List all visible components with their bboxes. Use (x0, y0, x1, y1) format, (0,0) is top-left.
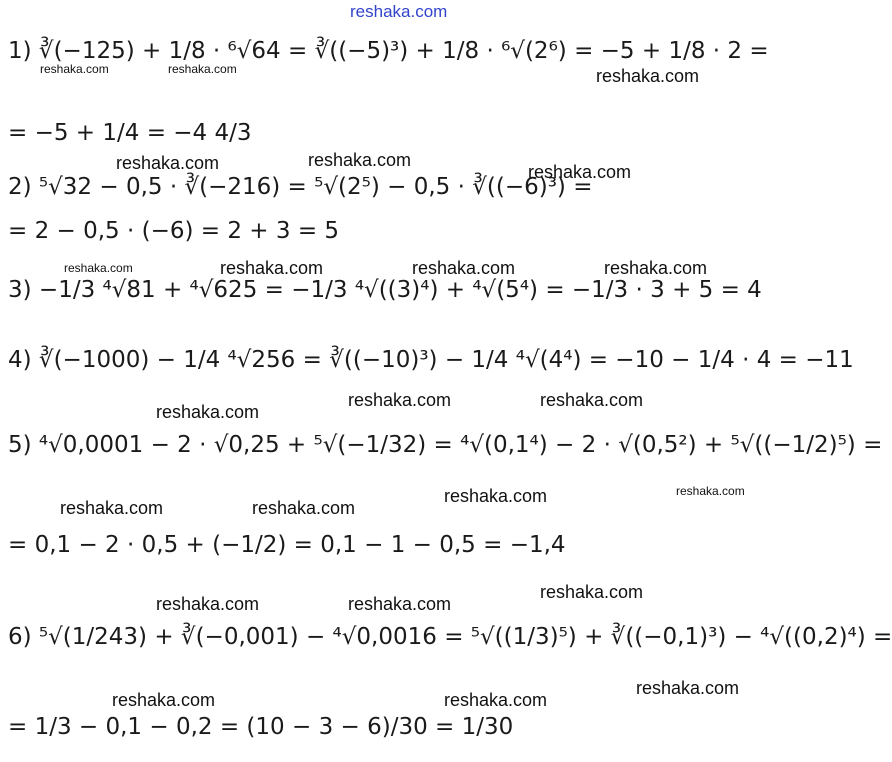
watermark: reshaka.com (348, 390, 452, 410)
watermark: reshaka.com (528, 162, 632, 182)
solution-line-3: 3) −1/3 ⁴√81 + ⁴√625 = −1/3 ⁴√((3)⁴) + ⁴√(5⁴) = −1/3 · 3 + 5 = 4 (8, 277, 762, 303)
site-header-link[interactable]: reshaka.com (350, 2, 448, 21)
solution-line-1b: = −5 + 1/4 = −4 4/3 (8, 120, 252, 146)
watermark: reshaka.com (444, 486, 548, 506)
watermark: reshaka.com (220, 258, 324, 278)
watermark: reshaka.com (112, 690, 216, 710)
solution-line-4: 4) ∛(−1000) − 1/4 ⁴√256 = ∛((−10)³) − 1/4 ⁴√(4⁴) = −10 − 1/4 · 4 = −11 (8, 347, 854, 373)
watermark: reshaka.com (168, 62, 237, 76)
watermark: reshaka.com (348, 594, 452, 614)
watermark: reshaka.com (308, 150, 412, 170)
watermark: reshaka.com (444, 690, 548, 710)
solution-line-5b: = 0,1 − 2 · 0,5 + (−1/2) = 0,1 − 1 − 0,5 = −1,4 (8, 532, 566, 558)
solution-line-1a: 1) ∛(−125) + 1/8 · ⁶√64 = ∛((−5)³) + 1/8 · ⁶√(2⁶) = −5 + 1/8 · 2 = (8, 38, 769, 64)
watermark: reshaka.com (116, 153, 220, 173)
watermark: reshaka.com (156, 594, 260, 614)
watermark: reshaka.com (412, 258, 516, 278)
watermark: reshaka.com (252, 498, 356, 518)
watermark: reshaka.com (540, 582, 644, 602)
watermark: reshaka.com (540, 390, 644, 410)
watermark: reshaka.com (636, 678, 740, 698)
watermark: reshaka.com (596, 66, 700, 86)
watermark: reshaka.com (676, 484, 745, 498)
solution-line-6a: 6) ⁵√(1/243) + ∛(−0,001) − ⁴√0,0016 = ⁵√((1/3)⁵) + ∛((−0,1)³) − ⁴√((0,2)⁴) = (8, 624, 892, 650)
watermark: reshaka.com (156, 402, 260, 422)
watermark: reshaka.com (60, 498, 164, 518)
watermark: reshaka.com (64, 261, 133, 275)
solution-line-2a: 2) ⁵√32 − 0,5 · ∛(−216) = ⁵√(2⁵) − 0,5 · ∛((−6)³) = (8, 174, 593, 200)
watermark: reshaka.com (604, 258, 708, 278)
solution-line-2b: = 2 − 0,5 · (−6) = 2 + 3 = 5 (8, 218, 340, 244)
solution-line-6b: = 1/3 − 0,1 − 0,2 = (10 − 3 − 6)/30 = 1/30 (8, 714, 514, 740)
watermark: reshaka.com (40, 62, 109, 76)
solution-line-5a: 5) ⁴√0,0001 − 2 · √0,25 + ⁵√(−1/32) = ⁴√(0,1⁴) − 2 · √(0,5²) + ⁵√((−1/2)⁵) = (8, 432, 883, 458)
